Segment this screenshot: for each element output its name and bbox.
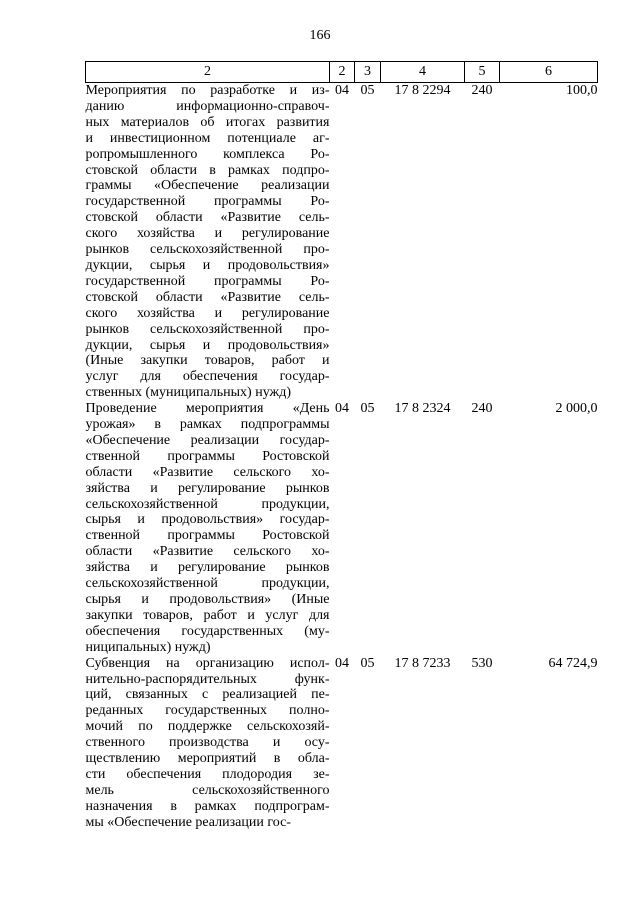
description-line: ского хозяйства и регулирование bbox=[85, 226, 330, 242]
row-description bbox=[86, 83, 330, 402]
table-header bbox=[86, 62, 598, 83]
header-row bbox=[86, 62, 598, 83]
description-line: ственной программы Ростовской bbox=[85, 448, 330, 464]
description-line: дукции, сырья и продовольствия» bbox=[85, 257, 330, 273]
cell-amount: 2 000,0 bbox=[555, 401, 598, 417]
description-line: мель сельскохозяйственного bbox=[85, 782, 330, 798]
cell-target-article: 17 8 2324 bbox=[394, 401, 451, 417]
description-line: и инвестиционном потенциале аг- bbox=[85, 130, 330, 146]
description-line: Мероприятия по разработке и из- bbox=[85, 83, 330, 98]
description-line: стовской области «Развитие сель- bbox=[85, 210, 330, 226]
cell-section: 04 bbox=[335, 83, 349, 98]
cell-section: 04 bbox=[335, 655, 349, 671]
description-line: рынков сельскохозяйственной про- bbox=[85, 321, 330, 337]
description-line: ществлению мероприятий в обла- bbox=[85, 751, 330, 767]
description-line: услуг для обеспечения государ- bbox=[85, 369, 330, 385]
header-cell-amount: 6 bbox=[500, 62, 598, 83]
header-cell-subsection: 3 bbox=[355, 62, 381, 83]
description-line: ского хозяйства и регулирование bbox=[85, 305, 330, 321]
cell-subsection: 05 bbox=[360, 655, 375, 671]
description-line: стовской области в рамках подпро- bbox=[85, 162, 330, 178]
description-line: закупки товаров, работ и услуг для bbox=[85, 607, 330, 623]
description-line: урожая» в рамках подпрограммы bbox=[85, 417, 330, 433]
description-line: государственной программы Ро- bbox=[85, 194, 330, 210]
description-line: сти обеспечения плодородия зе- bbox=[85, 766, 330, 782]
description-line: Субвенция на организацию испол- bbox=[85, 655, 330, 671]
description-line: (Иные закупки товаров, работ и bbox=[85, 353, 330, 369]
cell-expense-type: 530 bbox=[471, 655, 493, 671]
description-line: обеспечения государственных (му- bbox=[85, 623, 330, 639]
description-line: сельскохозяйственной продукции, bbox=[85, 576, 330, 592]
description-line: Проведение мероприятия «День bbox=[85, 401, 330, 417]
description-line: сырья и продовольствия» (Иные bbox=[85, 592, 330, 607]
description-line: мы «Обеспечение реализации гос- bbox=[85, 814, 291, 830]
description-line: государственной программы Ро- bbox=[85, 273, 330, 289]
description-line: нительно-распорядительных функ- bbox=[85, 671, 330, 687]
cell-amount: 100,0 bbox=[566, 83, 598, 98]
description-line: области «Развитие сельского хо- bbox=[85, 464, 330, 480]
page-number: 166 bbox=[309, 28, 331, 43]
description-line: дукции, сырья и продовольствия» bbox=[85, 337, 330, 353]
description-line: ственного производства и осу- bbox=[85, 735, 330, 751]
description-line: зяйства и регулирование рынков bbox=[85, 560, 330, 576]
cell-target-article: 17 8 2294 bbox=[394, 83, 451, 98]
description-line: граммы «Обеспечение реализации bbox=[85, 178, 330, 194]
description-line: ниципальных) нужд) bbox=[85, 639, 211, 655]
cell-expense-type: 240 bbox=[471, 401, 493, 417]
cell-amount: 64 724,9 bbox=[548, 655, 598, 671]
row-description bbox=[86, 656, 330, 831]
description-line: сырья и продовольствия» государ- bbox=[85, 512, 330, 528]
description-line: ственных (муниципальных) нужд) bbox=[85, 385, 291, 401]
header-cell-target-article: 4 bbox=[381, 62, 465, 83]
cell-subsection: 05 bbox=[360, 83, 375, 98]
description-line: сельскохозяйственной продукции, bbox=[85, 496, 330, 512]
description-line: назначения в рамках подпрограм- bbox=[85, 798, 330, 814]
table-row bbox=[86, 401, 598, 656]
description-line: данию информационно-справоч- bbox=[85, 98, 330, 114]
table-row bbox=[86, 656, 598, 831]
description-line: ропромышленного комплекса Ро- bbox=[85, 146, 330, 162]
header-cell-section: 2 bbox=[330, 62, 355, 83]
description-line: стовской области «Развитие сель- bbox=[85, 289, 330, 305]
cell-expense-type: 240 bbox=[471, 83, 493, 98]
table-body bbox=[86, 83, 598, 831]
budget-table bbox=[85, 61, 598, 831]
description-line: «Обеспечение реализации государ- bbox=[85, 432, 330, 448]
description-line: реданных государственных полно- bbox=[85, 703, 330, 719]
cell-section: 04 bbox=[335, 401, 349, 417]
table-row bbox=[86, 83, 598, 402]
description-line: рынков сельскохозяйственной про- bbox=[85, 242, 330, 258]
description-line: ций, связанных с реализацией пе- bbox=[85, 687, 330, 703]
description-line: мочий по поддержке сельскохозяй- bbox=[85, 719, 330, 735]
cell-subsection: 05 bbox=[360, 401, 375, 417]
row-description bbox=[86, 401, 330, 656]
description-line: ственной программы Ростовской bbox=[85, 528, 330, 544]
description-line: ных материалов об итогах развития bbox=[85, 114, 330, 130]
description-line: зяйства и регулирование рынков bbox=[85, 480, 330, 496]
header-cell-name: 2 bbox=[86, 62, 330, 83]
cell-target-article: 17 8 7233 bbox=[394, 655, 451, 671]
header-cell-expense-type: 5 bbox=[465, 62, 500, 83]
description-line: области «Развитие сельского хо- bbox=[85, 544, 330, 560]
